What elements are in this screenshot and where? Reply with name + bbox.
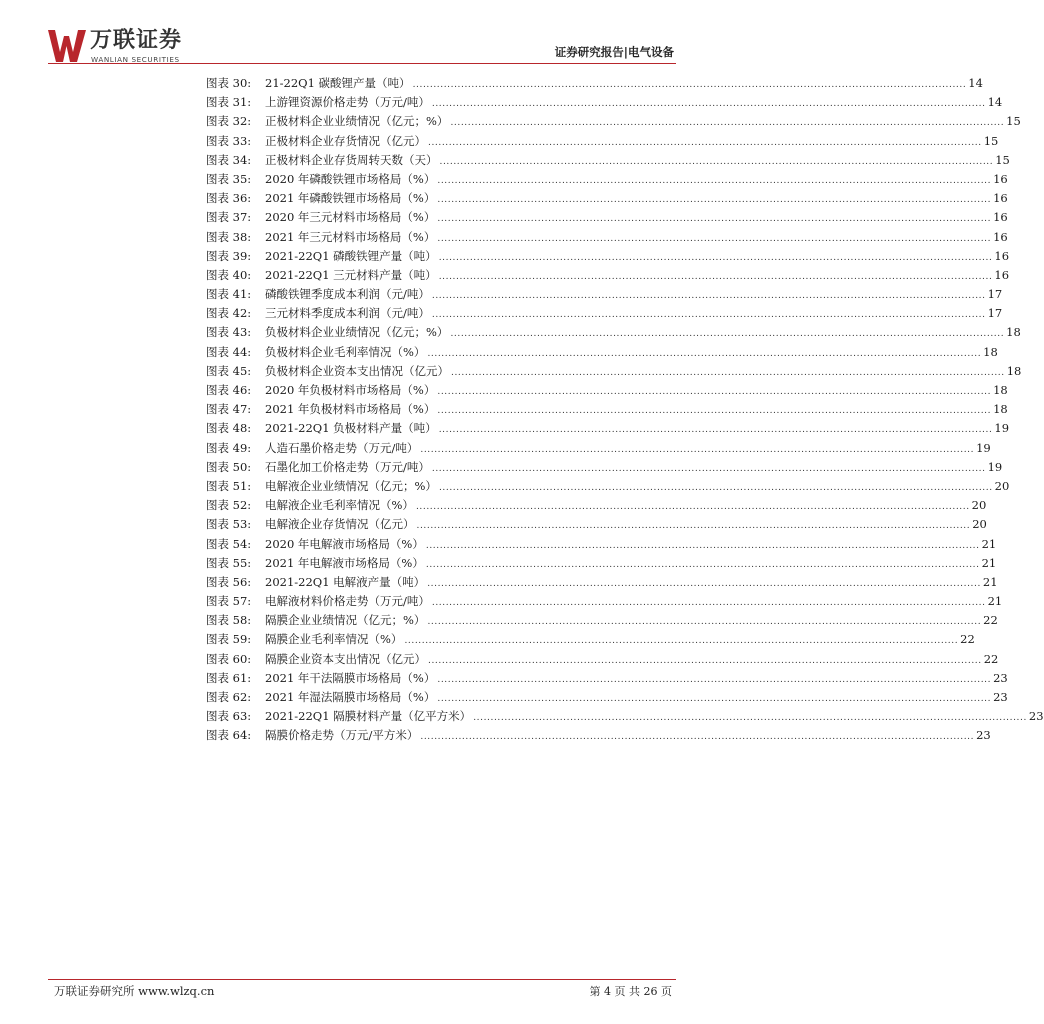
toc-entry-title: 人造石墨价格走势（万元/吨） [265, 440, 419, 455]
footer-divider [48, 979, 676, 980]
toc-entry-label: 图表 55: [206, 555, 252, 570]
toc-entry-label: 图表 45: [206, 363, 252, 378]
toc-entry-page: 20 [994, 478, 1010, 493]
toc-entry-title: 三元材料季度成本利润（元/吨） [265, 306, 430, 321]
toc-entry-page: 20 [971, 498, 987, 513]
toc-entry-title: 磷酸铁锂季度成本利润（元/吨） [265, 287, 430, 302]
toc-entry[interactable] [206, 688, 1008, 707]
toc-entry-title: 2021-22Q1 磷酸铁锂产量（吨） [265, 248, 437, 263]
toc-dot-leader: ................................................................................................................................................................ [437, 195, 992, 206]
toc-dot-leader: ................................................................................................................................................................ [427, 578, 981, 589]
toc-entry-label: 图表 56: [206, 574, 252, 589]
toc-entry-label: 图表 63: [206, 709, 252, 724]
toc-entry[interactable] [206, 381, 1008, 400]
toc-entry[interactable] [206, 630, 975, 649]
toc-entry[interactable] [206, 726, 991, 745]
toc-dot-leader: ................................................................................................................................................................ [473, 713, 1027, 724]
toc-entry-title: 电解液企业毛利率情况（%） [265, 498, 414, 513]
toc-entry-title: 电解液材料价格走势（万元/吨） [265, 594, 430, 609]
toc-entry[interactable] [206, 458, 1003, 477]
footer-source: 万联证券研究所 www.wlzq.cn [54, 984, 215, 998]
toc-entry-page: 16 [993, 229, 1008, 244]
toc-entry-page: 18 [1006, 363, 1022, 378]
toc-entry-page: 15 [1006, 114, 1021, 129]
toc-entry-label: 图表 58: [206, 613, 252, 628]
toc-entry-title: 正极材料企业存货情况（亿元） [265, 133, 426, 148]
toc-entry[interactable] [206, 419, 1010, 438]
toc-entry-page: 14 [987, 95, 1003, 110]
toc-entry-title: 负极材料企业毛利率情况（%） [265, 344, 426, 359]
toc-entry-page: 22 [983, 613, 998, 628]
toc-dot-leader: ................................................................................................................................................................ [437, 214, 992, 225]
toc-entry[interactable] [206, 74, 983, 93]
toc-entry-label: 图表 41: [206, 287, 252, 302]
toc-entry-label: 图表 49: [206, 440, 252, 455]
toc-entry-page: 23 [976, 728, 991, 743]
toc-entry[interactable] [206, 400, 1008, 419]
toc-dot-leader: ................................................................................................................................................................ [451, 367, 1005, 378]
toc-dot-leader: ................................................................................................................................................................ [437, 694, 992, 704]
toc-entry-label: 图表 61: [206, 670, 252, 685]
toc-dot-leader: ................................................................................................................................................................ [450, 329, 1005, 340]
toc-entry-label: 图表 52: [206, 498, 252, 513]
toc-entry-label: 图表 54: [206, 536, 252, 551]
toc-entry-label: 图表 39: [206, 248, 252, 263]
toc-dot-leader: ................................................................................................................................................................ [431, 99, 986, 110]
page-number: 第 4 页 共 26 页 [589, 985, 672, 998]
toc-dot-leader: ................................................................................................................................................................ [431, 598, 986, 609]
toc-entry[interactable] [206, 592, 1003, 611]
toc-entry-page: 21 [987, 594, 1003, 609]
toc-entry-label: 图表 43: [206, 325, 252, 340]
toc-entry-page: 14 [968, 76, 983, 90]
toc-dot-leader: ................................................................................................................................................................ [431, 463, 986, 474]
toc-entry[interactable] [206, 93, 1003, 112]
toc-entry[interactable] [206, 439, 991, 458]
toc-entry-title: 正极材料企业存货周转天数（天） [265, 152, 438, 167]
toc-entry-title: 2021 年三元材料市场格局（%） [265, 229, 436, 244]
toc-entry-page: 15 [983, 133, 999, 148]
toc-entry[interactable] [206, 650, 999, 669]
toc-entry-title: 21-22Q1 碳酸锂产量（吨） [265, 76, 411, 90]
toc-entry-label: 图表 60: [206, 651, 252, 666]
toc-entry-label: 图表 36: [206, 191, 252, 206]
toc-dot-leader: ................................................................................................................................................................ [427, 617, 982, 628]
toc-entry[interactable] [206, 611, 998, 630]
toc-entry[interactable] [206, 304, 1003, 323]
toc-entry-page: 22 [983, 651, 999, 666]
toc-entry-title: 2021-22Q1 隔膜材料产量（亿平方米） [265, 709, 472, 724]
company-logo [48, 28, 198, 64]
toc-entry-label: 图表 38: [206, 229, 252, 244]
toc-entry-page: 21 [982, 574, 998, 589]
toc-entry[interactable] [206, 132, 999, 151]
toc-entry[interactable] [206, 535, 997, 554]
toc-entry[interactable] [206, 515, 987, 534]
toc-entry-page: 20 [972, 517, 987, 532]
toc-dot-leader: ................................................................................................................................................................ [438, 425, 993, 436]
toc-entry-title: 2021-22Q1 负极材料产量（吨） [265, 421, 437, 436]
toc-entry-label: 图表 40: [206, 267, 252, 282]
toc-entry-label: 图表 59: [206, 632, 252, 647]
toc-dot-leader: ................................................................................................................................................................ [431, 310, 986, 321]
toc-entry-page: 17 [987, 306, 1003, 321]
toc-dot-leader: ................................................................................................................................................................ [437, 175, 992, 186]
toc-entry-page: 23 [993, 670, 1008, 685]
toc-entry-page: 15 [995, 152, 1010, 167]
toc-entry-title: 电解液企业存货情况（亿元） [265, 517, 415, 532]
toc-entry-title: 2021 年干法隔膜市场格局（%） [265, 670, 436, 685]
toc-entry[interactable] [206, 266, 1010, 285]
toc-entry[interactable] [206, 285, 1003, 304]
logo-english-name: WANLIAN SECURITIES [91, 55, 180, 64]
toc-entry-page: 18 [1006, 325, 1021, 340]
toc-entry-label: 图表 62: [206, 690, 252, 704]
toc-entry-title: 负极材料企业资本支出情况（亿元） [265, 363, 449, 378]
toc-entry-title: 2020 年电解液市场格局（%） [265, 536, 424, 551]
logo-chinese-name: 万联证券 [90, 28, 183, 53]
toc-entry[interactable] [206, 343, 998, 362]
toc-entry[interactable] [206, 323, 1021, 342]
toc-entry-label: 图表 44: [206, 344, 252, 359]
toc-entry-title: 2021 年电解液市场格局（%） [265, 555, 424, 570]
toc-entry-label: 图表 33: [206, 133, 252, 148]
toc-entry-page: 17 [987, 287, 1003, 302]
toc-dot-leader: ................................................................................................................................................................ [427, 348, 982, 359]
toc-entry-page: 19 [987, 459, 1003, 474]
toc-entry-title: 2020 年三元材料市场格局（%） [265, 210, 436, 225]
toc-entry-title: 2021 年负极材料市场格局（%） [265, 402, 436, 417]
toc-dot-leader: ................................................................................................................................................................ [431, 291, 986, 302]
toc-entry-title: 负极材料企业业绩情况（亿元；%） [265, 325, 449, 340]
toc-dot-leader: ................................................................................................................................................................ [437, 674, 992, 685]
toc-dot-leader: ................................................................................................................................................................ [428, 137, 982, 148]
toc-entry-label: 图表 30: [206, 76, 252, 90]
toc-entry-label: 图表 31: [206, 95, 252, 110]
toc-entry-title: 2021 年湿法隔膜市场格局（%） [265, 690, 436, 704]
toc-entry[interactable] [206, 170, 1008, 189]
toc-entry-page: 18 [993, 402, 1008, 417]
toc-entry[interactable] [206, 707, 1044, 726]
toc-entry-label: 图表 37: [206, 210, 252, 225]
toc-dot-leader: ................................................................................................................................................................ [438, 271, 993, 282]
toc-entry-page: 21 [981, 555, 997, 570]
page-header [0, 0, 724, 64]
toc-entry-label: 图表 32: [206, 114, 252, 129]
toc-entry-page: 16 [994, 267, 1010, 282]
toc-entry[interactable] [206, 362, 1022, 381]
toc-entry-title: 2020 年磷酸铁锂市场格局（%） [265, 171, 436, 186]
toc-entry-page: 18 [983, 344, 998, 359]
toc-dot-leader: ................................................................................................................................................................ [428, 655, 982, 666]
toc-entry-label: 图表 35: [206, 171, 252, 186]
toc-entry-title: 2021-22Q1 电解液产量（吨） [265, 574, 426, 589]
toc-dot-leader: ................................................................................................................................................................ [439, 156, 994, 167]
report-category: 证券研究报告|电气设备 [554, 45, 674, 59]
toc-entry-page: 19 [994, 421, 1010, 436]
toc-entry-page: 18 [993, 383, 1008, 397]
toc-dot-leader: ................................................................................................................................................................ [450, 118, 1005, 129]
toc-entry-title: 上游锂资源价格走势（万元/吨） [265, 95, 430, 110]
toc-dot-leader: ................................................................................................................................................................ [438, 252, 993, 263]
toc-entry-page: 19 [976, 440, 991, 455]
toc-entry[interactable] [206, 669, 1008, 688]
toc-dot-leader: ................................................................................................................................................................ [425, 559, 980, 570]
toc-entry-title: 隔膜企业资本支出情况（亿元） [265, 651, 426, 666]
toc-entry-title: 电解液企业业绩情况（亿元；%） [265, 478, 437, 493]
toc-entry[interactable] [206, 208, 1008, 227]
toc-dot-leader: ................................................................................................................................................................ [416, 521, 971, 532]
toc-entry-label: 图表 53: [206, 517, 252, 532]
toc-entry-label: 图表 46: [206, 383, 252, 397]
toc-entry-page: 16 [993, 171, 1008, 186]
toc-entry-title: 2021-22Q1 三元材料产量（吨） [265, 267, 437, 282]
toc-dot-leader: ................................................................................................................................................................ [420, 732, 975, 743]
toc-entry-title: 隔膜企业毛利率情况（%） [265, 632, 403, 647]
toc-dot-leader: ................................................................................................................................................................ [437, 406, 992, 417]
toc-dot-leader: ................................................................................................................................................................ [415, 502, 970, 513]
toc-entry-page: 16 [993, 191, 1008, 206]
toc-entry[interactable] [206, 554, 997, 573]
toc-dot-leader: ................................................................................................................................................................ [425, 540, 980, 551]
toc-dot-leader: ................................................................................................................................................................ [412, 80, 967, 90]
toc-dot-leader: ................................................................................................................................................................ [420, 444, 975, 455]
toc-entry[interactable] [206, 573, 998, 592]
toc-entry-page: 16 [994, 248, 1010, 263]
figure-list [206, 74, 1044, 746]
toc-entry-page: 23 [1028, 709, 1044, 724]
toc-entry-title: 隔膜企业业绩情况（亿元；%） [265, 613, 426, 628]
toc-entry[interactable] [206, 189, 1008, 208]
toc-entry-label: 图表 48: [206, 421, 252, 436]
toc-entry-label: 图表 47: [206, 402, 252, 417]
toc-entry-label: 图表 50: [206, 459, 252, 474]
toc-entry-title: 石墨化加工价格走势（万元/吨） [265, 459, 430, 474]
wanlian-logo-mark [48, 28, 88, 64]
toc-dot-leader: ................................................................................................................................................................ [404, 636, 959, 647]
toc-entry[interactable] [206, 496, 987, 515]
toc-entry[interactable] [206, 247, 1010, 266]
toc-entry-label: 图表 42: [206, 306, 252, 321]
toc-entry-title: 隔膜价格走势（万元/平方米） [265, 728, 419, 743]
toc-entry-label: 图表 51: [206, 478, 252, 493]
toc-entry-title: 2020 年负极材料市场格局（%） [265, 383, 436, 397]
toc-entry-page: 16 [993, 210, 1008, 225]
toc-entry[interactable] [206, 477, 1010, 496]
toc-entry-page: 23 [993, 690, 1008, 704]
toc-entry-label: 图表 64: [206, 728, 252, 743]
toc-entry[interactable] [206, 228, 1008, 247]
toc-entry-title: 2021 年磷酸铁锂市场格局（%） [265, 191, 436, 206]
toc-entry-label: 图表 57: [206, 594, 252, 609]
toc-entry-page: 22 [960, 632, 975, 647]
toc-entry-label: 图表 34: [206, 152, 252, 167]
toc-entry-page: 21 [981, 536, 997, 551]
toc-dot-leader: ................................................................................................................................................................ [438, 482, 993, 493]
header-divider [48, 63, 676, 64]
toc-entry[interactable] [206, 112, 1021, 131]
toc-dot-leader: ................................................................................................................................................................ [437, 233, 992, 244]
toc-entry-title: 正极材料企业业绩情况（亿元；%） [265, 114, 449, 129]
toc-entry[interactable] [206, 151, 1010, 170]
toc-dot-leader: ................................................................................................................................................................ [437, 387, 992, 397]
